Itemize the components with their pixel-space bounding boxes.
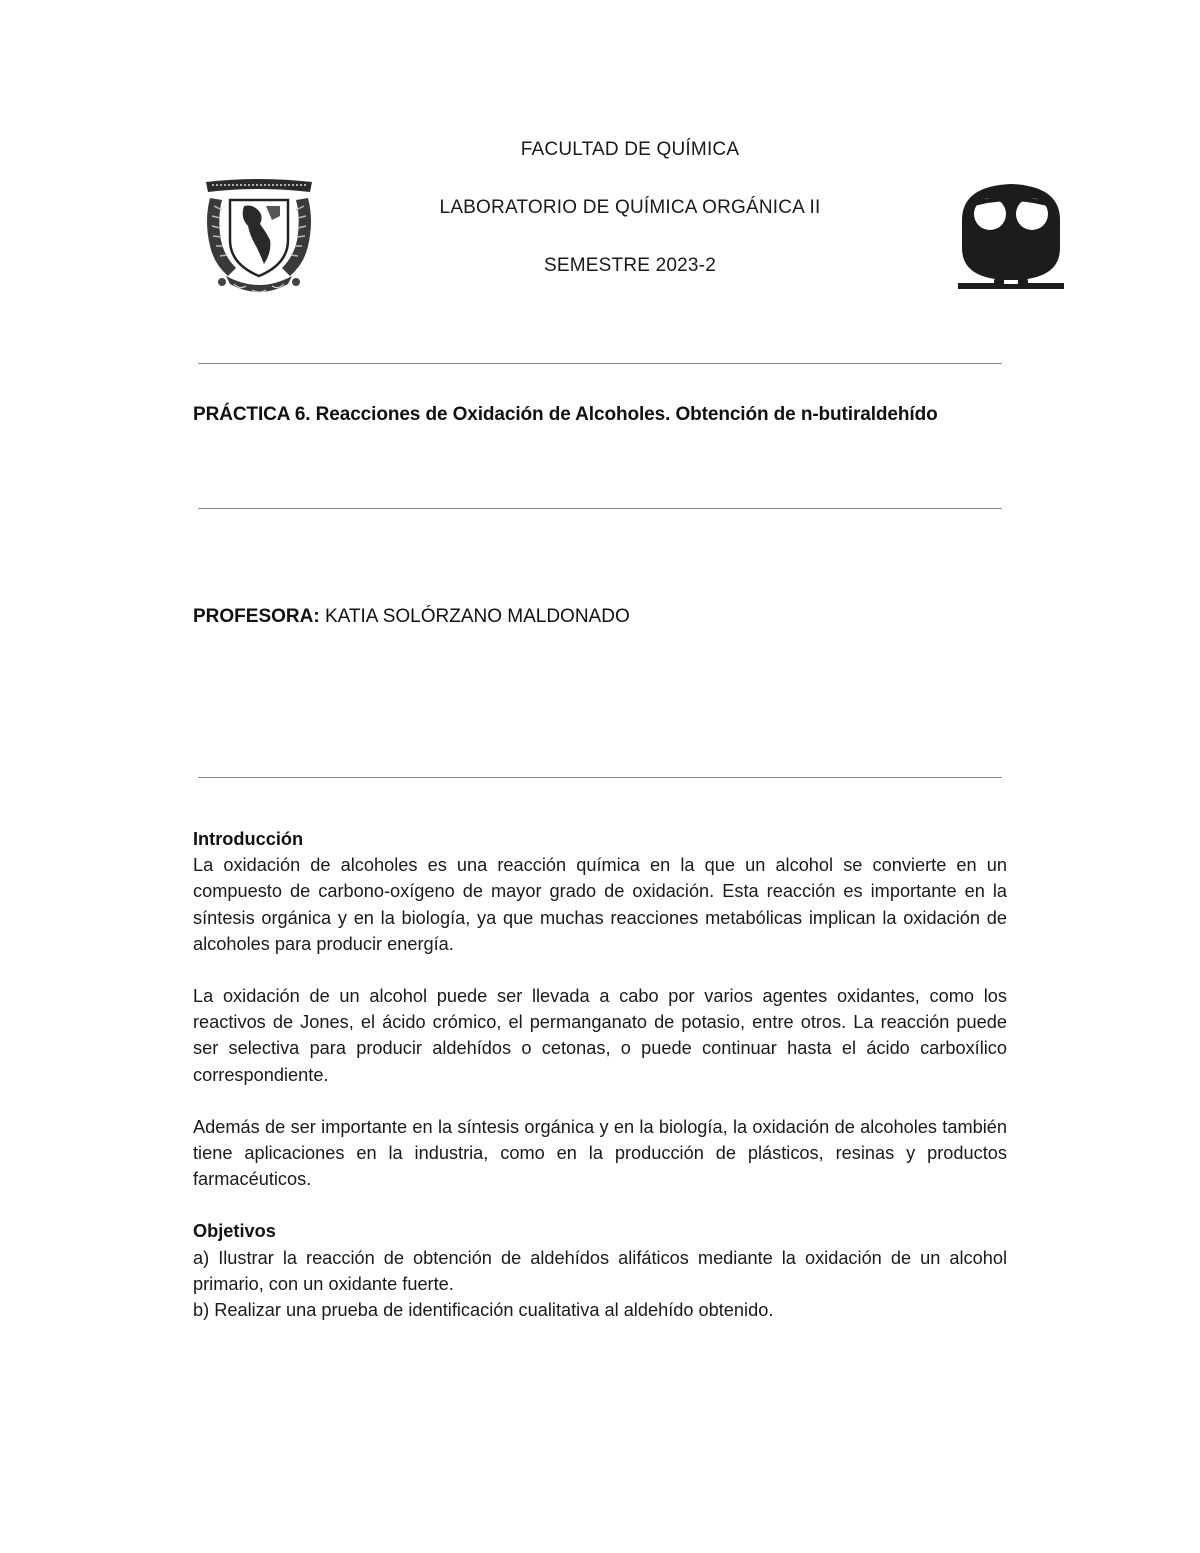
professor-line [193, 606, 1003, 628]
semester-label: SEMESTRE 2023-2 [544, 255, 716, 276]
document-body [193, 826, 1007, 1323]
introduction-heading: Introducción [193, 829, 304, 849]
introduction-paragraph: La oxidación de un alcohol puede ser llevada a cabo por varios agentes oxidantes, como los reactivos de Jones, el ácido crómico, el permanganato de potasio, entre otros. La reacción puede ser selectiva para producir aldehídos o cetonas, o puede continuar hasta el ácido carboxílico correspondiente. [193, 986, 1007, 1085]
practice-title: PRÁCTICA 6. Reacciones de Oxidación de Alcoholes. Obtención de n-butiraldehído [193, 404, 938, 425]
faculty-name: FACULTAD DE QUÍMICA [520, 139, 740, 160]
unam-coat-of-arms-logo [200, 176, 318, 300]
objectives-heading: Objetivos [193, 1221, 276, 1242]
horizontal-rule [198, 777, 1002, 778]
professor-name: KATIA SOLÓRZANO MALDONADO [319, 606, 630, 627]
header-block [330, 138, 930, 312]
facultad-quimica-owl-logo [954, 180, 1068, 296]
horizontal-rule [198, 363, 1002, 364]
introduction-paragraph: Además de ser importante en la síntesis orgánica y en la biología, la oxidación de alcoholes también tiene aplicaciones en la industria, como en la producción de plásticos, resinas y productos farmacéuticos. [193, 1116, 1007, 1190]
objective-item: a) Ilustrar la reacción de obtención de aldehídos alifáticos mediante la oxidación de un alcohol primario, con un oxidante fuerte. [193, 1247, 1007, 1294]
professor-label: PROFESORA: [193, 606, 320, 627]
horizontal-rule [198, 508, 1002, 509]
introduction-paragraph: La oxidación de alcoholes es una reacción química en la que un alcohol se convierte en un compuesto de carbono-oxígeno de mayor grado de oxidación. Esta reacción es importante en la síntesis orgánica y en la biología, ya que muchas reacciones metabólicas implican la oxidación de alcoholes para producir energía. [193, 855, 1007, 954]
laboratory-name: LABORATORIO DE QUÍMICA ORGÁNICA II [439, 197, 821, 218]
objective-item: b) Realizar una prueba de identificación cualitativa al aldehído obtenido. [193, 1300, 774, 1321]
